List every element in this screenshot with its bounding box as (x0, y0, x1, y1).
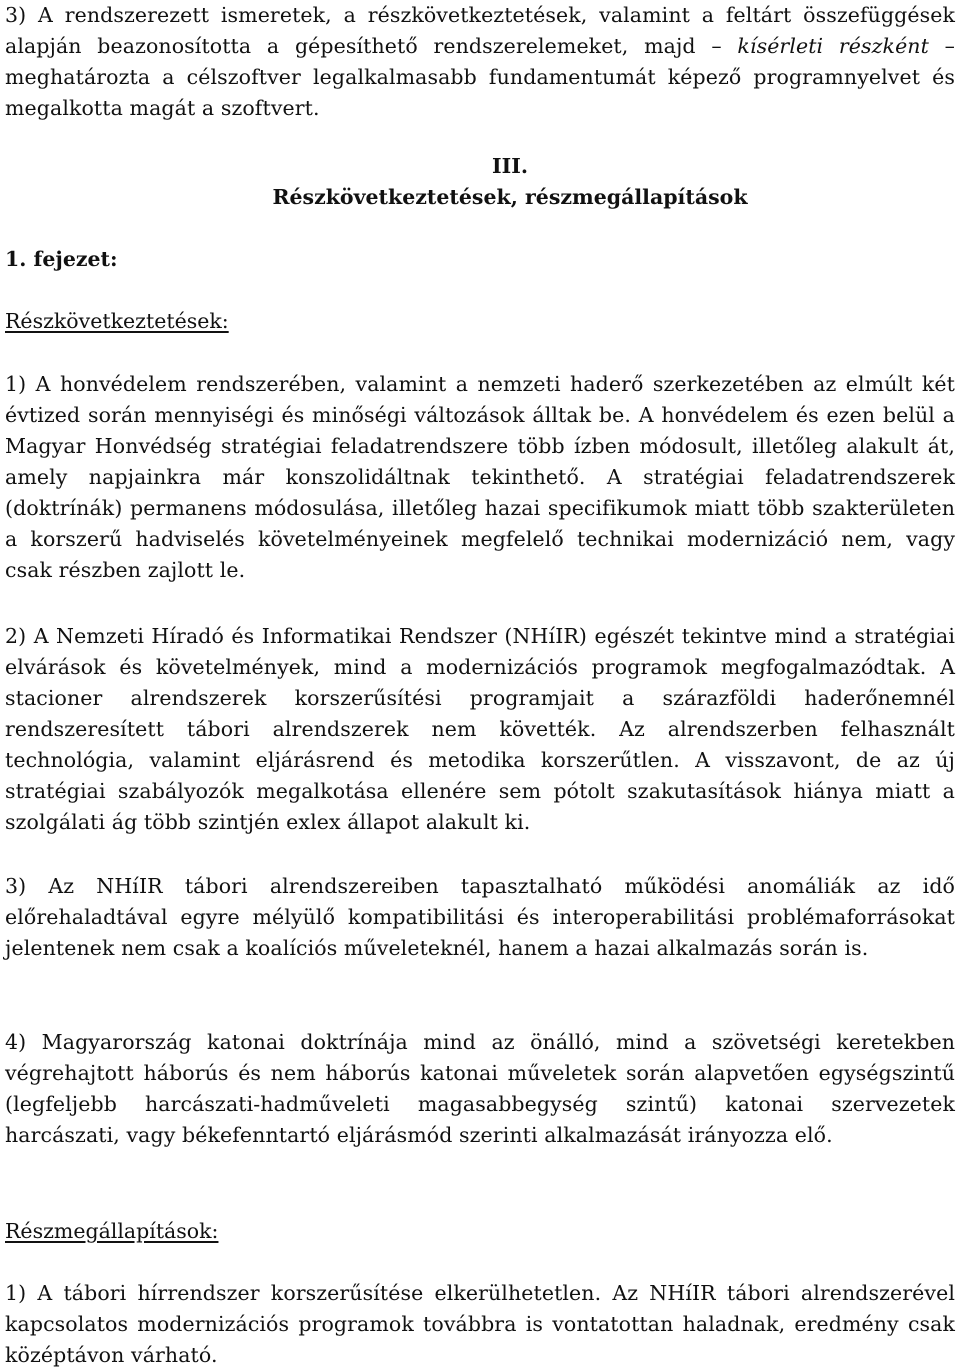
findings-label: Részmegállapítások: (5, 1219, 219, 1243)
conclusion-paragraph-3: 3) Az NHíIR tábori alrendszereiben tapasztalható működési anomáliák az idő előrehaladtával egyre mélyülő kompatibilitási és interoperabilitási problémaforrásokat jelentenek nem csak a koalíciós műveleteknél, hanem a hazai alkalmazás során is. (5, 874, 955, 960)
intro-paragraph (5, 0, 955, 124)
conclusion-paragraph-4: 4) Magyarország katonai doktrínája mind az önálló, mind a szövetségi keretekben végrehajtott háborús és nem háborús katonai műveletek során alapvetően egységszintű (legfeljebb harcászati-hadműveleti magasabbegység szintű) katonai szervezetek harcászati, vagy békefenntartó eljárásmód szerinti alkalmazását irányozza elő. (5, 1030, 955, 1147)
intro-text-part2: – meghatározta a célszoftver legalkalmasabb fundamentumát képező programnyelvet és megalkotta magát a szoftvert. (5, 34, 956, 120)
conclusions-label: Részkövetkeztetések: (5, 309, 229, 333)
finding-paragraph-1: 1) A tábori hírrendszer korszerűsítése elkerülhetetlen. Az NHíIR tábori alrendszerével kapcsolatos modernizációs programok továbbra is vontatottan haladnak, eredmény csak középtávon várható. (5, 1281, 955, 1367)
section-title: Részkövetkeztetések, részmegállapítások (272, 185, 748, 209)
section-heading (5, 151, 955, 213)
chapter-label: 1. fejezet: (5, 247, 118, 271)
conclusion-paragraph-1: 1) A honvédelem rendszerében, valamint a nemzeti haderő szerkezetében az elmúlt két évtized során mennyiségi és minőségi változások álltak be. A honvédelem és ezen belül a Magyar Honvédség stratégiai feladatrendszere több ízben módosult, illetőleg alakult át, amely napjainkra már konszolidáltnak tekinthető. A stratégiai feladatrendszerek (doktrínák) permanens módosulása, illetőleg hazai specifikumok miatt több szakterületen a korszerű hadviselés követelményeinek megfelelő technikai modernizáció nem, vagy csak részben zajlott le. (5, 372, 955, 582)
conclusion-paragraph-2: 2) A Nemzeti Híradó és Informatikai Rendszer (NHíIR) egészét tekintve mind a stratégiai elvárások és követelmények, mind a modernizációs programok megfogalmazódtak. A stacioner alrendszerek korszerűsítési programjait a szárazföldi haderőnemnél rendszeresített tábori alrendszerek nem követték. Az alrendszerben felhasznált technológia, valamint eljárásrend és metodika korszerűtlen. A visszavont, de az új stratégiai szabályozók megalkotása ellenére sem pótolt szakutasítások hiánya miatt a szolgálati ág több szintjén exlex állapot alakult ki. (5, 624, 955, 834)
section-number: III. (492, 154, 528, 178)
intro-italic-text: kísérleti részként (737, 34, 929, 58)
intro-text-part1: 3) A rendszerezett ismeretek, a részkövetkeztetések, valamint a feltárt összefüggések alapján beazonosította a gépesíthető rendszerelemeket, majd – (5, 3, 955, 58)
